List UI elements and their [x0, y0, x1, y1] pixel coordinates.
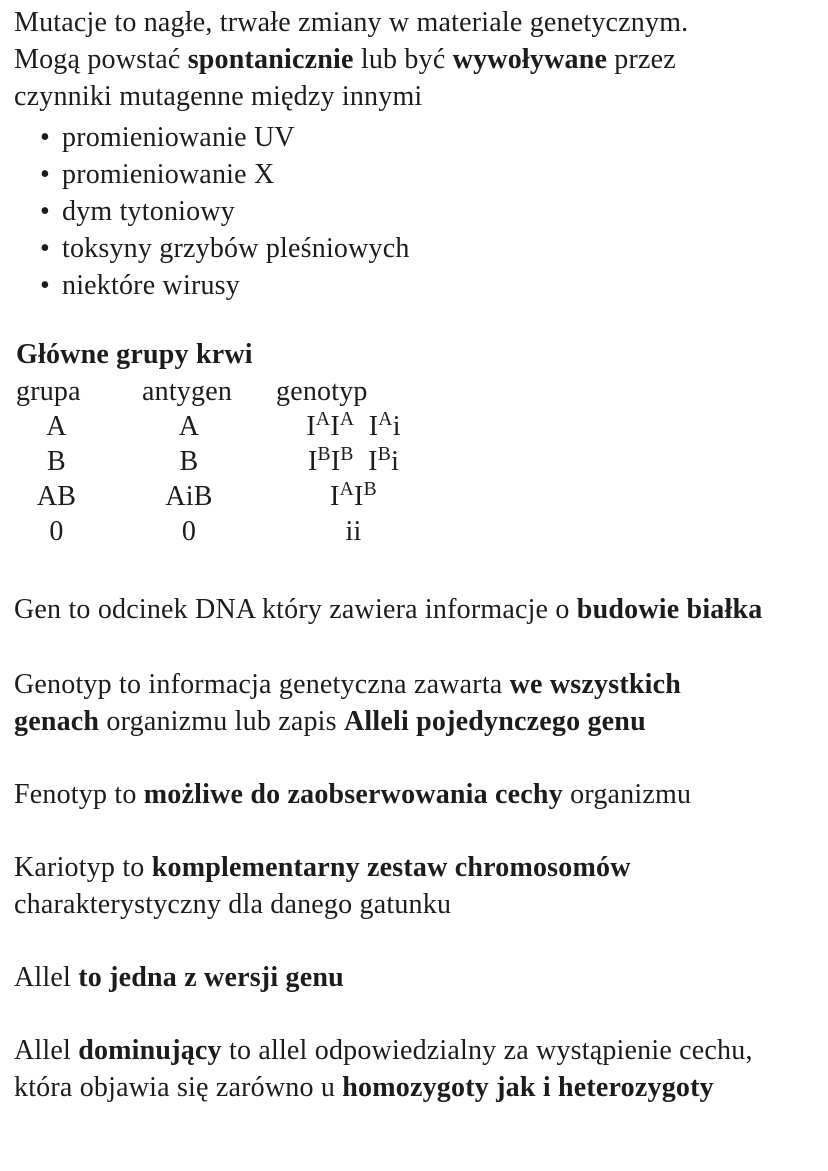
- cell-antygen: B: [179, 446, 199, 477]
- cell-grupa: AB: [36, 481, 77, 512]
- column-header-grupa: grupa: [16, 376, 81, 407]
- paragraph-mutations: Mutacje to nagłe, trwałe zmiany w materiale genetycznym. Mogą powstać spontanicznie lub być wywoływane przez czynniki mutagenne między innymi: [14, 7, 689, 112]
- column-header-genotyp: genotyp: [276, 376, 368, 407]
- blood-groups-table: [16, 375, 476, 549]
- table-row-b: [16, 444, 476, 479]
- table-row-a: [16, 409, 476, 444]
- cell-grupa: 0: [49, 516, 64, 547]
- list-item-dym-tytoniowy: • dym tytoniowy: [14, 193, 410, 230]
- definition-allel: Allel to jedna z wersji genu: [14, 962, 344, 993]
- list-item-promieniowanie-uv: • promieniowanie UV: [14, 119, 410, 156]
- table-header-row: [16, 375, 476, 409]
- definition-kariotyp: Kariotyp to komplementarny zestaw chromosomów charakterystyczny dla danego gatunku: [14, 852, 631, 920]
- table-row-ab: [16, 479, 476, 514]
- column-header-antygen: antygen: [142, 376, 233, 407]
- cell-genotyp: $I^AI^A$ $I^Ai$: [306, 409, 401, 442]
- cell-antygen: AiB: [165, 481, 213, 512]
- definition-genotyp: Genotyp to informacja genetyczna zawarta we wszystkich genach organizmu lub zapis Alleli pojedynczego genu: [14, 669, 682, 737]
- cell-grupa: A: [46, 411, 67, 442]
- cell-antygen: A: [178, 411, 200, 442]
- definition-allel-dominujacy: Allel dominujący to allel odpowiedzialny za wystąpienie cechu, która objawia się zarówno u homozygoty jak i heterozygoty: [14, 1035, 753, 1103]
- table-row-0: [16, 514, 476, 549]
- list-item-promieniowanie-x: • promieniowanie X: [14, 156, 410, 193]
- cell-genotyp: $I^BI^B$ $I^Bi$: [307, 444, 400, 477]
- list-mutagens: [14, 119, 410, 304]
- definition-gen: Gen to odcinek DNA który zawiera informacje o budowie białka: [14, 594, 763, 625]
- definition-fenotyp: Fenotyp to możliwe do zaobserwowania cechy organizmu: [14, 779, 692, 810]
- heading-blood-groups: Główne grupy krwi: [16, 339, 253, 370]
- list-item-niektore-wirusy: • niektóre wirusy: [14, 267, 410, 304]
- list-item-toksyny-grzybow: • toksyny grzybów pleśniowych: [14, 230, 410, 267]
- cell-genotyp: $I^AI^B$: [330, 479, 377, 512]
- cell-genotyp: ii: [345, 516, 362, 547]
- cell-grupa: B: [47, 446, 66, 477]
- cell-antygen: 0: [181, 516, 197, 547]
